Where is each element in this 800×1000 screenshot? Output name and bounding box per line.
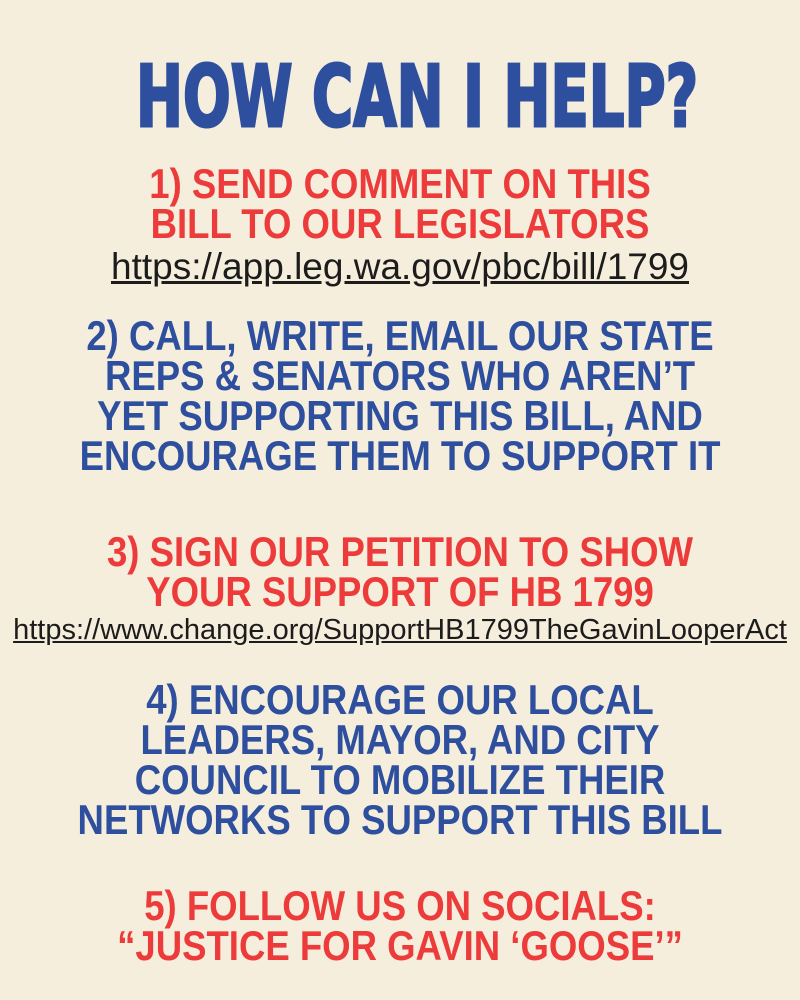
petition-link[interactable]: https://www.change.org/SupportHB1799TheGavinLooperAct	[13, 614, 787, 646]
item-2-line-2: REPS & SENATORS WHO AREN’T	[104, 352, 696, 399]
item-4-line-2: LEADERS, MAYOR, AND CITY	[140, 716, 660, 763]
bill-comment-link[interactable]: https://app.leg.wa.gov/pbc/bill/1799	[111, 246, 689, 287]
item-5-line-1: 5) FOLLOW US ON SOCIALS:	[144, 882, 656, 929]
item-1-text	[52, 160, 748, 247]
item-2-line-4: ENCOURAGE THEM TO SUPPORT IT	[79, 432, 721, 479]
help-item-contact-legislators	[0, 312, 800, 479]
item-4-text	[52, 676, 748, 843]
help-item-sign-petition	[0, 528, 800, 648]
poster-title: HOW CAN I HELP?	[136, 48, 699, 147]
item-2-line-1: 2) CALL, WRITE, EMAIL OUR STATE	[86, 312, 714, 359]
item-2-text	[52, 312, 748, 479]
item-2-line-3: YET SUPPORTING THIS BILL, AND	[97, 392, 703, 439]
item-5-line-2: “JUSTICE FOR GAVIN ‘GOOSE’”	[117, 922, 683, 969]
item-3-line-2: YOUR SUPPORT OF HB 1799	[146, 568, 654, 615]
item-4-line-4: NETWORKS TO SUPPORT THIS BILL	[77, 796, 723, 843]
help-item-encourage-local-leaders	[0, 676, 800, 843]
help-item-follow-socials	[0, 882, 800, 969]
item-3-line-1: 3) SIGN OUR PETITION TO SHOW	[106, 528, 694, 575]
item-4-line-1: 4) ENCOURAGE OUR LOCAL	[146, 676, 654, 723]
item-4-line-3: COUNCIL TO MOBILIZE THEIR	[134, 756, 666, 803]
item-1-line-2: BILL TO OUR LEGISLATORS	[150, 200, 650, 247]
item-5-text	[52, 882, 748, 969]
item-3-text	[52, 528, 748, 615]
help-item-send-comment	[0, 160, 800, 290]
item-1-line-1: 1) SEND COMMENT ON THIS	[149, 160, 651, 207]
